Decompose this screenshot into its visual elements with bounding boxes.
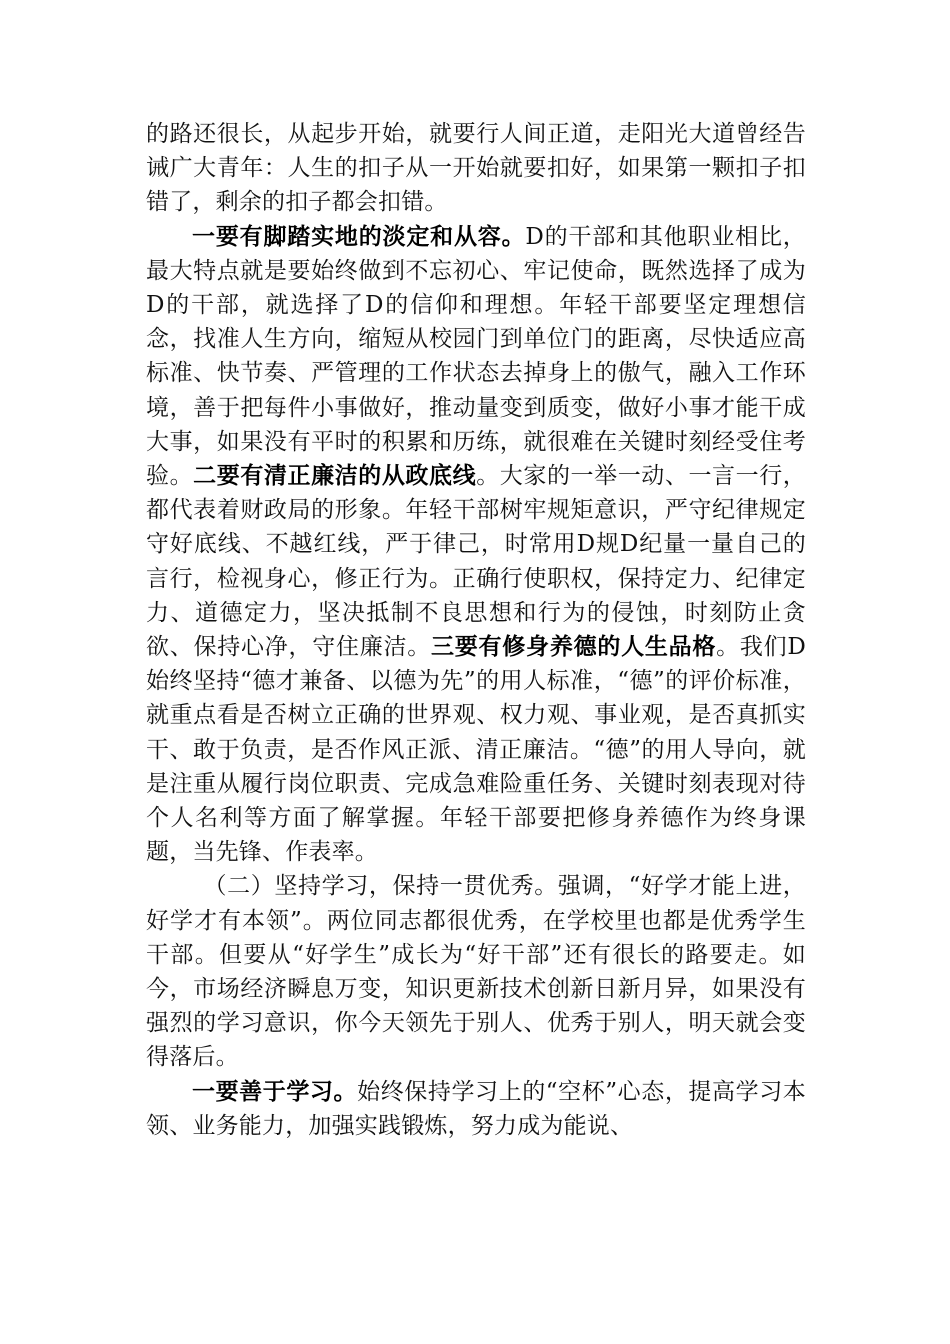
paragraph-learning [146,1075,806,1143]
heading-first-requirement: 一要有脚踏实地的淡定和从容。 [192,222,526,250]
document-body [146,117,806,1143]
paragraph-text: 始终保持学习上的“空杯”心态，提高学习本领、业务能力，加强实践锻炼，努力成为能说、 [146,1078,806,1139]
paragraph-section-two [146,869,806,1074]
paragraph-text: 。大家的一举一动、一言一行，都代表着财政局的形象。年轻干部树牢规矩意识，严守纪律规定守好底线、不越红线，严于律己，时常用D规D纪量一量自己的言行，检视身心，修正行为。正确行使职权，保持定力、纪律定力、道德定力，坚决抵制不良思想和行为的侵蚀，时刻防止贪欲、保持心净，守住廉洁。 [146,463,806,661]
paragraph-text: 的路还很长，从起步开始，就要行人间正道，走阳光大道曾经告诫广大青年：人生的扣子从一开始就要扣好，如果第一颗扣子扣错了，剩余的扣子都会扣错。 [146,121,806,216]
heading-learning: 一要善于学习。 [192,1077,358,1105]
paragraph-text: （二）坚持学习，保持一贯优秀。强调，“好学才能上进，好学才有本领”。两位同志都很优秀，在学校里也都是优秀学生干部。但要从“好学生”成长为“好干部”还有很长的路要走。如今，市场经济瞬息万变，知识更新技术创新日新月异，如果没有强烈的学习意识，你今天领先于别人、优秀于别人，明天就会变得落后。 [146,873,806,1071]
heading-third-requirement: 三要有修身养德的人生品格 [431,633,717,661]
paragraph-text: 。我们D始终坚持“德才兼备、以德为先”的用人标准，“德”的评价标准，就重点看是否树立正确的世界观、权力观、事业观，是否真抓实干、敢于负责，是否作风正派、清正廉洁。“德”的用人导向，就是注重从履行岗位职责、完成急难险重任务、关键时刻表现对待个人名利等方面了解掌握。年轻干部要把修身养德作为终身课题，当先锋、作表率。 [146,634,806,866]
paragraph-three-requirements [146,220,806,870]
paragraph-continuation [146,117,806,220]
paragraph-text: D的干部和其他职业相比，最大特点就是要始终做到不忘初心、牢记使命，既然选择了成为D的干部，就选择了D的信仰和理想。年轻干部要坚定理想信念，找准人生方向，缩短从校园门到单位门的距离，尽快适应高标准、快节奏、严管理的工作状态去掉身上的傲气，融入工作环境，善于把每件小事做好，推动量变到质变，做好小事才能干成大事，如果没有平时的积累和历练，就很难在关键时刻经受住考验。 [146,223,806,490]
heading-second-requirement: 二要有清正廉洁的从政底线 [193,462,477,490]
